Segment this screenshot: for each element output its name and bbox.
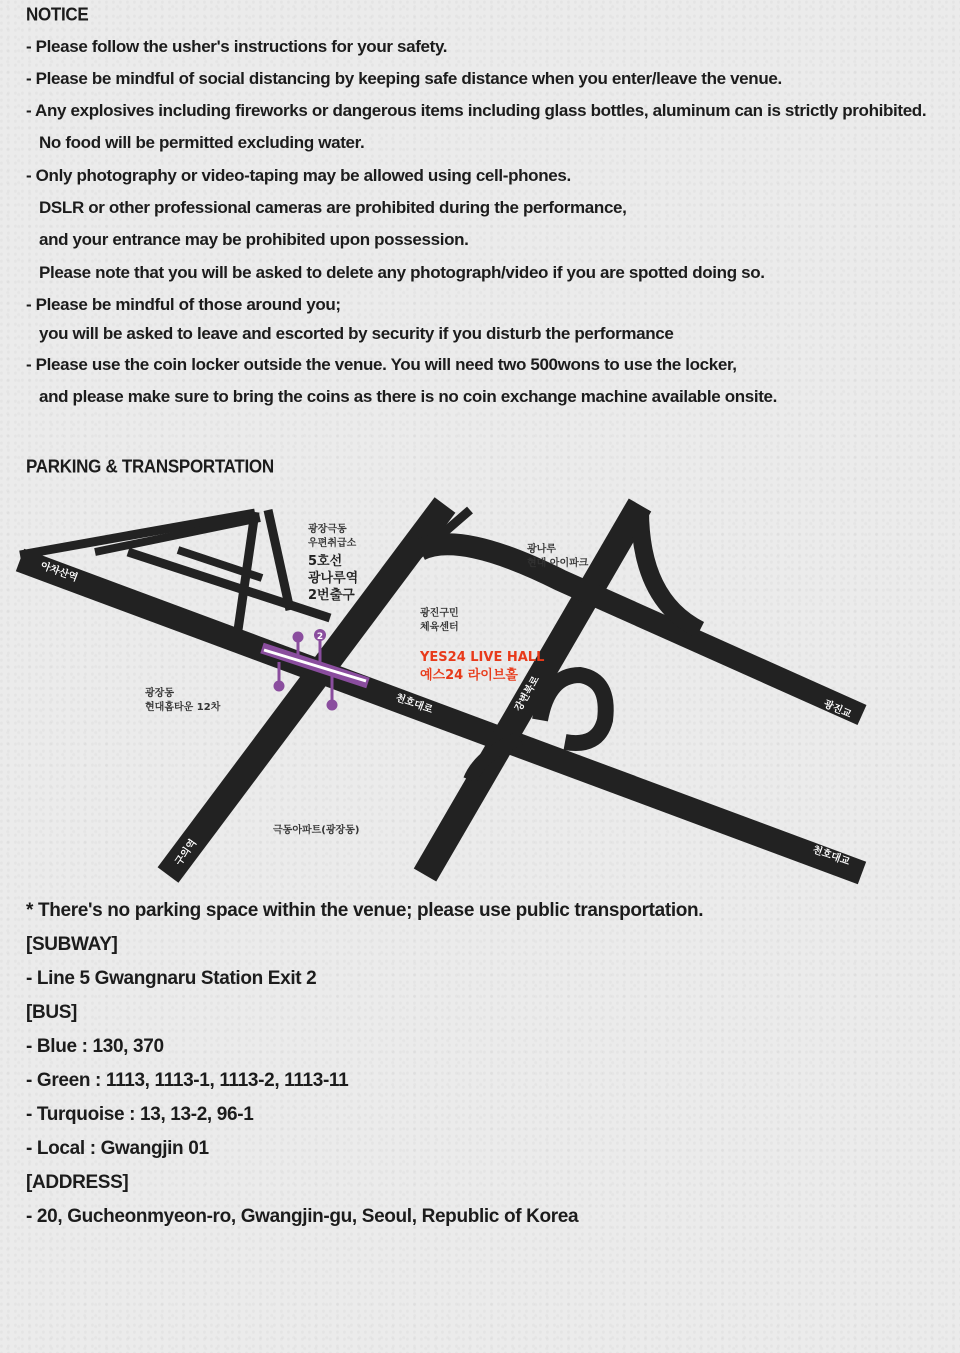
notice-line: DSLR or other professional cameras are prohibited during the performance, (39, 198, 627, 217)
bus-local: - Local : Gwangjin 01 (26, 1138, 209, 1159)
road-label-gwangjin-bridge: 광진교 (821, 698, 853, 721)
road-label-cheonho-bridge: 천호대교 (810, 844, 852, 869)
notice-line: - Any explosives including fireworks or dangerous items including glass bottles, aluminum can is strictly prohibited. (26, 101, 927, 120)
exit-dot (274, 681, 285, 692)
label-hometown-2: 현대홈타운 12차 (145, 702, 221, 713)
parking-title: PARKING & TRANSPORTATION (26, 456, 274, 477)
notice-line: - Only photography or video-taping may be allowed using cell-phones. (26, 166, 571, 185)
label-station-name: 광나루역 (308, 571, 359, 586)
label-venue-ko: 예스24 라이브홀 (420, 668, 518, 683)
notice-title: NOTICE (26, 4, 89, 25)
road-label-guui: 구의역 (173, 837, 200, 868)
subway-title: [SUBWAY] (26, 934, 118, 955)
exit-dot (327, 700, 338, 711)
road-label-gangbyeon: 강변북로 (513, 674, 542, 714)
road-interchange-loop (540, 675, 606, 743)
address-title: [ADDRESS] (26, 1172, 129, 1193)
label-ipark-1: 광나루 (527, 544, 556, 555)
notice-line: Please note that you will be asked to delete any photograph/video if you are spotted doing so. (39, 263, 765, 282)
notice-line: you will be asked to leave and escorted by security if you disturb the performance (39, 324, 674, 343)
notice-line: - Please use the coin locker outside the venue. You will need two 500wons to use the locker, (26, 355, 737, 374)
exit-dot (293, 632, 304, 643)
label-post-office-1: 광장극동 (308, 524, 347, 535)
location-map (0, 490, 960, 890)
bus-blue: - Blue : 130, 370 (26, 1036, 164, 1057)
label-ipark-2: 현대 아이파크 (527, 558, 589, 569)
label-venue-en: YES24 LIVE HALL (420, 650, 545, 665)
label-sports-center-1: 광진구민 (420, 608, 459, 619)
bus-title: [BUS] (26, 1002, 78, 1023)
road-label-cheonho: 천호대로 (393, 692, 435, 717)
label-sports-center-2: 체육센터 (420, 622, 459, 633)
subway-line: - Line 5 Gwangnaru Station Exit 2 (26, 968, 317, 989)
notice-line: and please make sure to bring the coins as there is no coin exchange machine available onsite. (39, 387, 778, 406)
bus-green: - Green : 1113, 1113-1, 1113-2, 1113-11 (26, 1070, 349, 1091)
no-parking-note: * There's no parking space within the venue; please use public transportation. (26, 900, 704, 921)
label-post-office-2: 우편취급소 (308, 538, 357, 549)
notice-line: and your entrance may be prohibited upon possession. (39, 230, 469, 249)
exit-number: 2 (316, 632, 324, 642)
notice-line: - Please be mindful of those around you; (26, 295, 341, 314)
label-station-line: 5호선 (308, 554, 343, 569)
notice-line: - Please be mindful of social distancing by keeping safe distance when you enter/leave the venue. (26, 69, 782, 88)
road-label-achasan: 아차산역 (38, 560, 80, 585)
label-station-exit: 2번출구 (308, 588, 355, 603)
address-text: - 20, Gucheonmyeon-ro, Gwangjin-gu, Seoul, Republic of Korea (26, 1206, 579, 1227)
notice-line: - Please follow the usher's instructions for your safety. (26, 37, 448, 56)
label-hometown-1: 광장동 (145, 688, 174, 699)
label-apartment: 극동아파트(광장동) (273, 825, 360, 836)
road-top-left-1 (20, 513, 255, 555)
notice-line: No food will be permitted excluding water. (39, 133, 365, 152)
bus-turquoise: - Turquoise : 13, 13-2, 96-1 (26, 1104, 254, 1125)
